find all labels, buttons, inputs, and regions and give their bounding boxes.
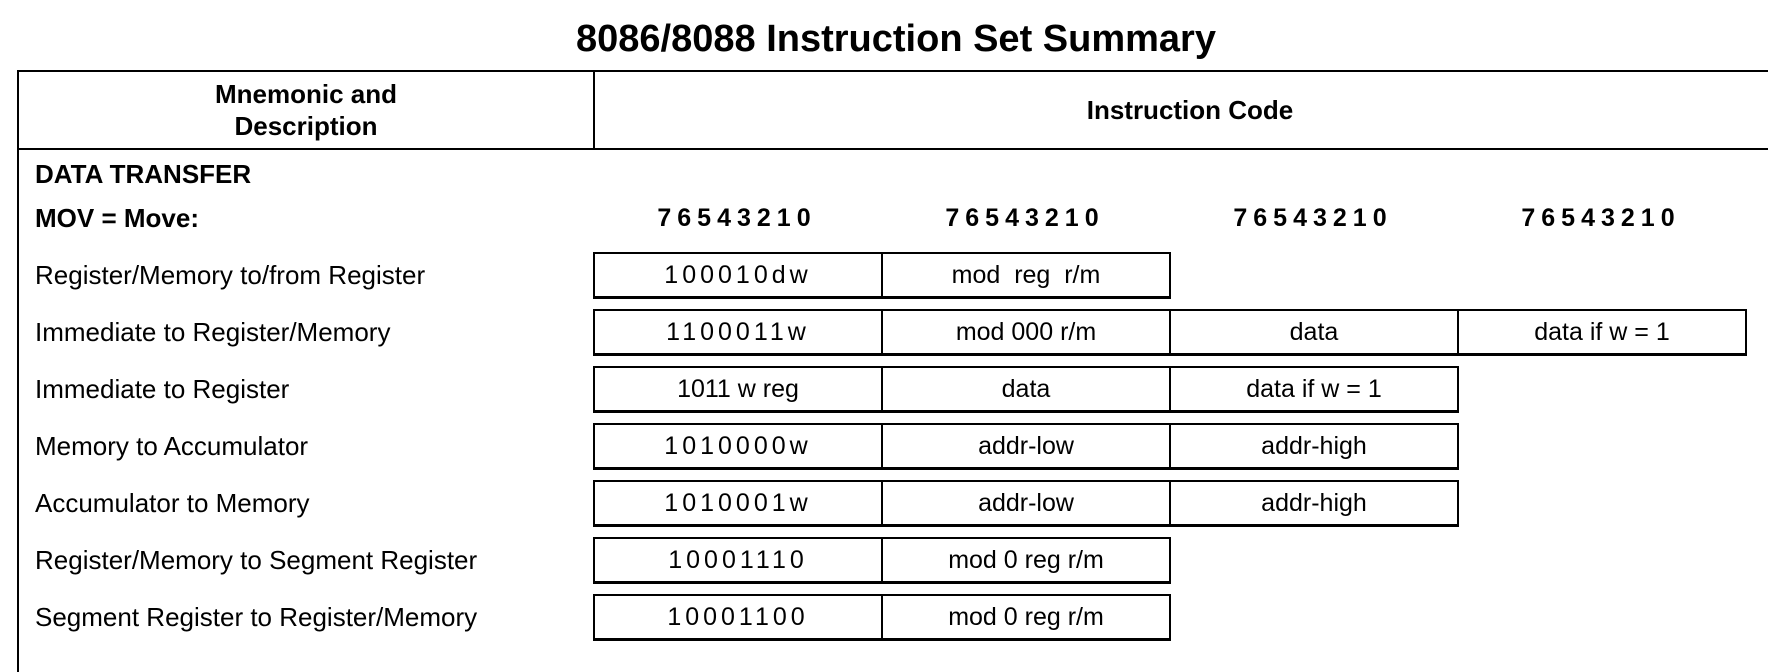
- opcode-cell: 1010001w: [593, 480, 883, 527]
- instruction-label: Segment Register to Register/Memory: [35, 602, 478, 632]
- opcode-cell: 10001100: [593, 594, 883, 641]
- mnemonic-header-line2: Description: [234, 111, 378, 141]
- bit-header: 76543210: [657, 204, 817, 232]
- instruction-label: Memory to Accumulator: [35, 431, 309, 461]
- operand-cell: addr-low: [881, 480, 1171, 527]
- instruction-label: Immediate to Register: [35, 374, 290, 404]
- opcode-cell: 100010dw: [593, 252, 883, 299]
- instruction-label: Immediate to Register/Memory: [35, 317, 391, 347]
- operand-cell: addr-high: [1169, 480, 1459, 527]
- mnemonic-header-line1: Mnemonic and: [214, 79, 397, 109]
- table-header: [19, 72, 1768, 150]
- page-title: 8086/8088 Instruction Set Summary: [576, 18, 1216, 60]
- operand-cell: addr-high: [1169, 423, 1459, 470]
- instruction-label: Register/Memory to Segment Register: [35, 545, 478, 575]
- bit-header: 76543210: [1521, 204, 1681, 232]
- group-title: MOV = Move:: [35, 203, 199, 233]
- operand-cell: data: [881, 366, 1171, 413]
- operand-cell: mod 000 r/m: [881, 309, 1171, 356]
- opcode-cell: 10001110: [593, 537, 883, 584]
- section-title: DATA TRANSFER: [35, 159, 252, 189]
- operand-cell: mod reg r/m: [881, 252, 1171, 299]
- operand-cell: data if w = 1: [1169, 366, 1459, 413]
- instruction-code-column-header: Instruction Code: [1086, 94, 1294, 125]
- operand-cell: data: [1169, 309, 1459, 356]
- bit-header: 76543210: [1233, 204, 1393, 232]
- opcode-cell: 1010000w: [593, 423, 883, 470]
- instruction-label: Register/Memory to/from Register: [35, 260, 426, 290]
- instruction-table: [17, 70, 1768, 672]
- operand-cell: data if w = 1: [1457, 309, 1747, 356]
- opcode-cell: 1100011w: [593, 309, 883, 356]
- operand-cell: mod 0 reg r/m: [881, 594, 1171, 641]
- operand-cell: mod 0 reg r/m: [881, 537, 1171, 584]
- mnemonic-column-header: [19, 72, 595, 148]
- opcode-cell: 1011 w reg: [593, 366, 883, 413]
- operand-cell: addr-low: [881, 423, 1171, 470]
- instruction-label: Accumulator to Memory: [35, 488, 310, 518]
- bit-header: 76543210: [945, 204, 1105, 232]
